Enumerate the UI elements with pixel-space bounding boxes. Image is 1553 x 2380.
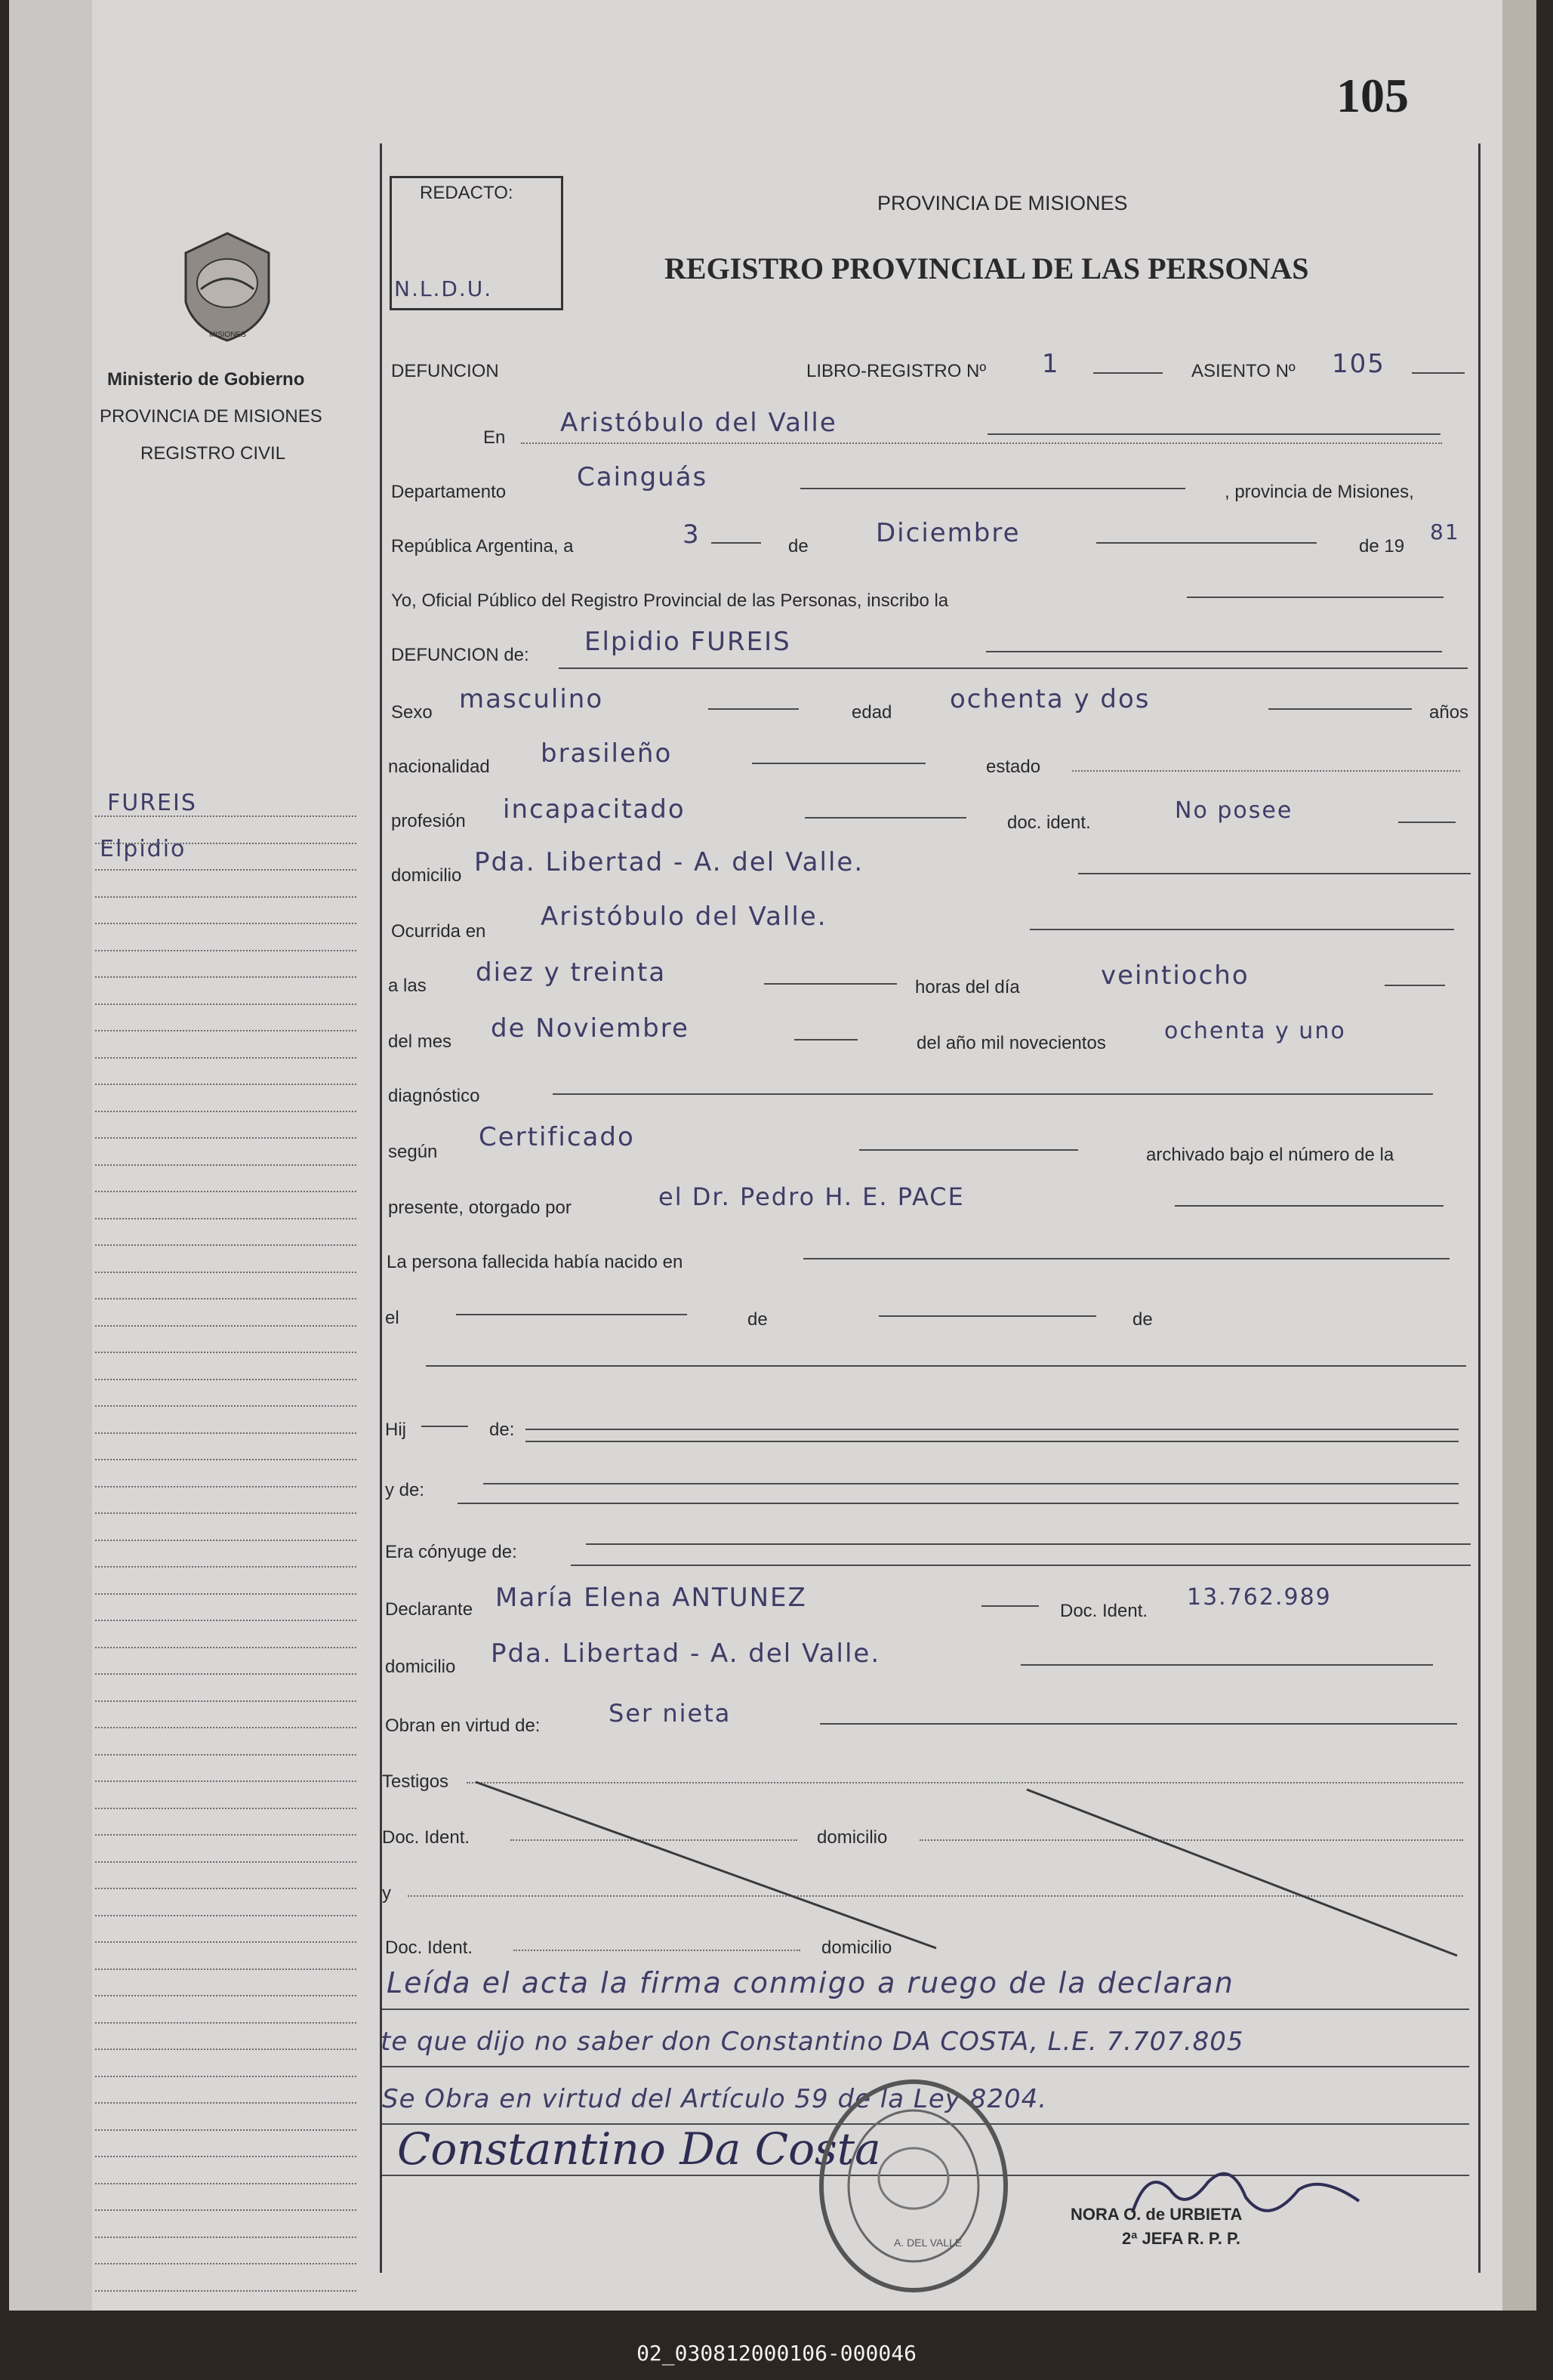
margin-rule [95,1968,356,1970]
yo-label: Yo, Oficial Público del Registro Provincial de las Personas, inscribo la [391,590,949,611]
horas-dia-label: horas del día [915,977,1020,997]
margin-rule [95,1084,356,1085]
margin-rule [95,1647,356,1648]
margin-rule [95,1995,356,1996]
margin-rule [95,1298,356,1299]
margin-rule [95,1941,356,1943]
registry-stamp-icon [815,2076,1012,2295]
nacionalidad-value: brasileño [541,738,673,769]
redacto-label: REDACTO: [420,183,513,203]
form-left-border [380,143,382,2273]
de-label-3: de [1132,1309,1153,1330]
sexo-label: Sexo [391,702,433,723]
en-label: En [483,427,506,448]
declarante-value: María Elena ANTUNEZ [495,1583,807,1613]
provincia-label: , provincia de Misiones, [1225,482,1414,502]
hora-value: diez y treinta [476,957,667,988]
margin-rule [95,976,356,978]
testigo1-doc-label: Doc. Ident. [382,1827,470,1848]
margin-rule [95,815,356,817]
anos-label: años [1429,702,1469,723]
note-line-3: Se Obra en virtud del Artículo 59 de la Ley 8204. [382,2084,1048,2114]
margin-rule [95,843,356,844]
margin-rule [95,2022,356,2024]
defuncion-de-label: DEFUNCION de: [391,645,529,665]
de-label-1: de [788,536,809,556]
mes-fallec-value: de Noviembre [491,1013,689,1044]
edad-label: edad [852,702,892,723]
margin-rule [95,2076,356,2077]
dia-mes-value: veintiocho [1101,960,1249,991]
otorgado-value: el Dr. Pedro H. E. PACE [658,1182,965,1211]
margin-rule [95,2049,356,2050]
hij-label: Hij [385,1420,406,1440]
margin-rule [95,1780,356,1782]
domicilio-value: Pda. Libertad - A. del Valle. [474,847,864,877]
segun-label: según [388,1142,438,1162]
declarante-label: Declarante [385,1599,473,1620]
declarante-domicilio-value: Pda. Libertad - A. del Valle. [491,1639,881,1669]
province-label: PROVINCIA DE MISIONES [100,406,322,427]
margin-rule [95,1272,356,1273]
margin-rule [95,2290,356,2292]
margin-rule [95,1754,356,1756]
official-name: NORA O. de URBIETA [1071,2205,1243,2224]
ano-value: 81 [1430,519,1460,544]
margin-rule [95,1244,356,1246]
nacido-label: La persona fallecida había nacido en [387,1252,683,1272]
margin-rule [95,1861,356,1863]
asiento-label: ASIENTO Nº [1191,361,1296,381]
diagnostico-label: diagnóstico [388,1086,480,1106]
ocurrida-value: Aristóbulo del Valle. [541,902,827,932]
ministry-label: Ministerio de Gobierno [107,369,305,390]
margin-rule [95,1834,356,1836]
province-title: PROVINCIA DE MISIONES [877,192,1128,214]
province-seal-icon [178,230,276,344]
defuncion-de-value: Elpidio FUREIS [584,627,791,657]
margin-rule [95,923,356,924]
testigos-label: Testigos [382,1771,449,1792]
libro-label: LIBRO-REGISTRO Nº [806,361,987,381]
registry-label: REGISTRO CIVIL [140,443,286,464]
el-label: el [385,1308,399,1328]
page-margin [9,0,92,2311]
hij-de-label: de: [489,1420,515,1440]
departamento-label: Departamento [391,482,507,502]
margin-given-name: Elpidio [100,836,186,862]
margin-rule [95,2237,356,2238]
testigo1-domicilio-label: domicilio [817,1827,888,1848]
libro-value: 1 [1042,349,1060,379]
testigo2-domicilio-label: domicilio [821,1938,892,1958]
margin-rule [95,950,356,951]
note-line-1: Leída el acta la firma conmigo a ruego de la declaran [387,1966,1234,1999]
margin-rule [95,1700,356,1702]
note-line-2: te que dijo no saber don Constantino DA COSTA, L.E. 7.707.805 [381,2027,1244,2057]
margin-rule [95,1030,356,1031]
form-right-border [1478,143,1481,2273]
margin-rule [95,1137,356,1139]
page-number: 105 [1336,69,1409,122]
mes-value: Diciembre [876,518,1021,548]
edad-value: ochenta y dos [950,684,1151,714]
del-ano-label: del año mil novecientos [917,1033,1106,1053]
margin-rule [95,1888,356,1889]
declarante-domicilio-label: domicilio [385,1657,456,1677]
margin-rule [95,1003,356,1005]
margin-rule [95,1111,356,1112]
seal-text: MISIONES [209,331,246,339]
margin-rule [95,1218,356,1219]
testigo2-y-label: y [382,1883,391,1904]
margin-rule [95,1432,356,1434]
segun-value: Certificado [479,1122,635,1152]
margin-rule [95,1325,356,1327]
doc-ident-label: doc. ident. [1007,812,1091,833]
en-value: Aristóbulo del Valle [560,408,837,438]
del-mes-label: del mes [388,1031,452,1052]
margin-rule [95,1566,356,1568]
margin-rule [95,1620,356,1621]
obran-label: Obran en virtud de: [385,1716,541,1736]
margin-rule [95,1379,356,1380]
redacto-value: N.L.D.U. [394,276,493,301]
doc-value: No posee [1175,797,1293,824]
dia-value: 3 [683,519,701,550]
estado-label: estado [986,757,1041,777]
margin-rule [95,1405,356,1407]
margin-rule [95,1915,356,1916]
departamento-value: Cainguás [577,462,708,492]
margin-rule [95,1191,356,1192]
ocurrida-label: Ocurrida en [391,921,486,942]
margin-rule [95,2129,356,2131]
margin-rule [95,2156,356,2157]
stamp-text: A. DEL VALLE [894,2237,963,2249]
margin-rule [95,1727,356,1728]
nacionalidad-label: nacionalidad [388,757,490,777]
declarante-doc-value: 13.762.989 [1187,1584,1332,1611]
margin-rule [95,1486,356,1488]
profesion-label: profesión [391,811,466,831]
declarante-doc-label: Doc. Ident. [1060,1601,1148,1621]
margin-surname: FUREIS [107,790,197,816]
margin-rule [95,896,356,898]
margin-rule [95,1673,356,1675]
margin-rule [95,2102,356,2104]
domicilio-label: domicilio [391,865,462,886]
testigo2-doc-label: Doc. Ident. [385,1938,473,1958]
de-label-2: de [747,1309,768,1330]
sexo-value: masculino [459,684,604,714]
file-id: 02_030812000106-000046 [636,2341,917,2366]
margin-rule [95,2263,356,2264]
profesion-value: incapacitado [503,794,686,825]
ano-fallec-value: ochenta y uno [1164,1018,1346,1044]
margin-rule [95,1540,356,1541]
declarante-signature: Constantino Da Costa [397,2123,881,2175]
testigos-strike-lines [453,1767,1465,1963]
defuncion-label: DEFUNCION [391,361,499,381]
margin-rule [95,2209,356,2211]
obran-value: Ser nieta [609,1699,732,1728]
official-title: 2ª JEFA R. P. P. [1122,2229,1240,2248]
y-de-label: y de: [385,1480,425,1500]
a-las-label: a las [388,976,427,996]
de-19-label: de 19 [1359,536,1405,556]
margin-rule [95,1808,356,1809]
page-edge [1502,0,1536,2311]
margin-rule [95,1593,356,1595]
asiento-value: 105 [1332,349,1385,379]
registry-title: REGISTRO PROVINCIAL DE LAS PERSONAS [664,251,1309,285]
margin-rule [95,1057,356,1059]
margin-rule [95,1164,356,1166]
presente-label: presente, otorgado por [388,1198,572,1218]
archivado-label: archivado bajo el número de la [1146,1145,1394,1165]
margin-rule [95,869,356,871]
margin-rule [95,1512,356,1514]
conyuge-label: Era cónyuge de: [385,1542,517,1562]
margin-rule [95,1352,356,1353]
margin-rule [95,1459,356,1460]
margin-rule [95,2183,356,2184]
republica-label: República Argentina, a [391,536,574,556]
